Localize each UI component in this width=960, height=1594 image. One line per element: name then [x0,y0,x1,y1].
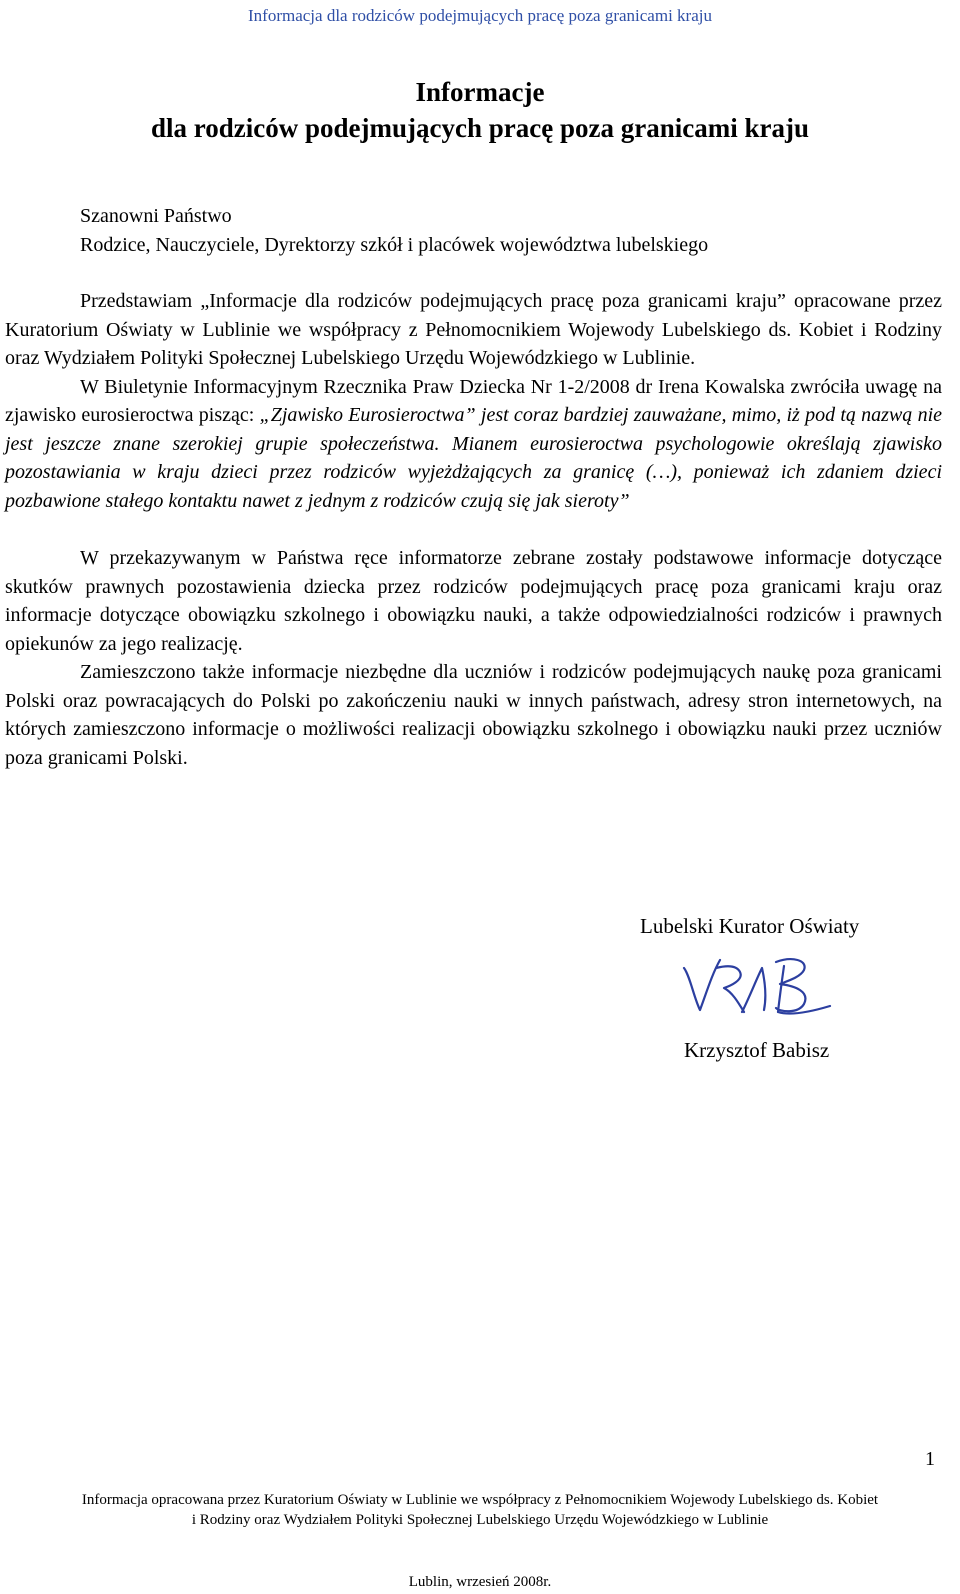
title-line-2: dla rodziców podejmujących pracę poza granicami kraju [151,113,809,143]
paragraph-2-intro: W Biuletynie Informacyjnym Rzecznika Praw Dziecka Nr 1-2/2008 dr Irena Kowalska zwróciła uwagę na zjawisko eurosieroctwa pisząc: [5,375,942,426]
footer-line-1: Informacja opracowana przez Kuratorium Oświaty w Lublinie we współpracy z Pełnomocnikiem Wojewody Lubelskiego ds. Kobiet [81,1492,879,1508]
title-line-1: Informacje [415,77,545,107]
paragraph-2 [5,373,942,516]
footer-date: Lublin, wrzesień 2008r. [408,1574,552,1590]
handwritten-signature [680,946,860,1026]
paragraph-4: Zamieszczono także informacje niezbędne dla uczniów i rodziców podejmujących naukę poza granicami Polski oraz powracających do Polski po zakończeniu nauki w innych państwach, adresy stron internetowych, na których zamieszczono informacje o możliwości realizacji obowiązku szkolnego i obowiązku nauki przez uczniów poza granicami Polski. [5,661,942,769]
running-header: Informacja dla rodziców podejmujących pracę poza granicami kraju [248,6,712,25]
document-title [0,74,960,146]
paragraph-1: Przedstawiam „Informacje dla rodziców podejmujących pracę poza granicami kraju” opracowane przez Kuratorium Oświaty w Lublinie we współpracy z Pełnomocnikiem Wojewody Lubelskiego ds. Kobiet i Rodziny oraz Wydziałem Polityki Społecznej Lubelskiego Urzędu Wojewódzkiego w Lublinie. [5,290,942,369]
signatory-name: Krzysztof Babisz [684,1038,830,1062]
paragraph-3: W przekazywanym w Państwa ręce informatorze zebrane zostały podstawowe informacje dotyczące skutków prawnych pozostawienia dziecka przez rodziców podejmujących pracę poza granicami kraju oraz informacje dotyczące obowiązku szkolnego i obowiązku nauki, a także odpowiedzialności rodziców i prawnych opiekunów za jego realizację. [5,547,942,655]
footer [0,1490,960,1530]
greeting-line-2: Rodzice, Nauczyciele, Dyrektorzy szkół i placówek województwa lubelskiego [80,234,709,256]
greeting [80,202,940,260]
signatory-title: Lubelski Kurator Oświaty [640,914,860,938]
greeting-line-1: Szanowni Państwo [80,205,232,227]
page-number: 1 [925,1448,935,1470]
paragraph-2-quote: „Zjawisko Eurosieroctwa” jest coraz bardziej zauważane, mimo, iż pod tą nazwą nie jest jeszcze znane szerokiej grupie społeczeństwa. Mianem eurosieroctwa psychologowie określają zjawisko pozostawiania w kraju dzieci przez rodziców wyjeżdżających za granicę (…), ponieważ ich zdaniem dzieci pozbawione stałego kontaktu nawet z jednym z rodziców czują się jak sieroty” [5,404,942,512]
footer-line-2: i Rodziny oraz Wydziałem Polityki Społecznej Lubelskiego Urzędu Wojewódzkiego w Lublinie [191,1512,769,1528]
document-body [5,287,942,772]
